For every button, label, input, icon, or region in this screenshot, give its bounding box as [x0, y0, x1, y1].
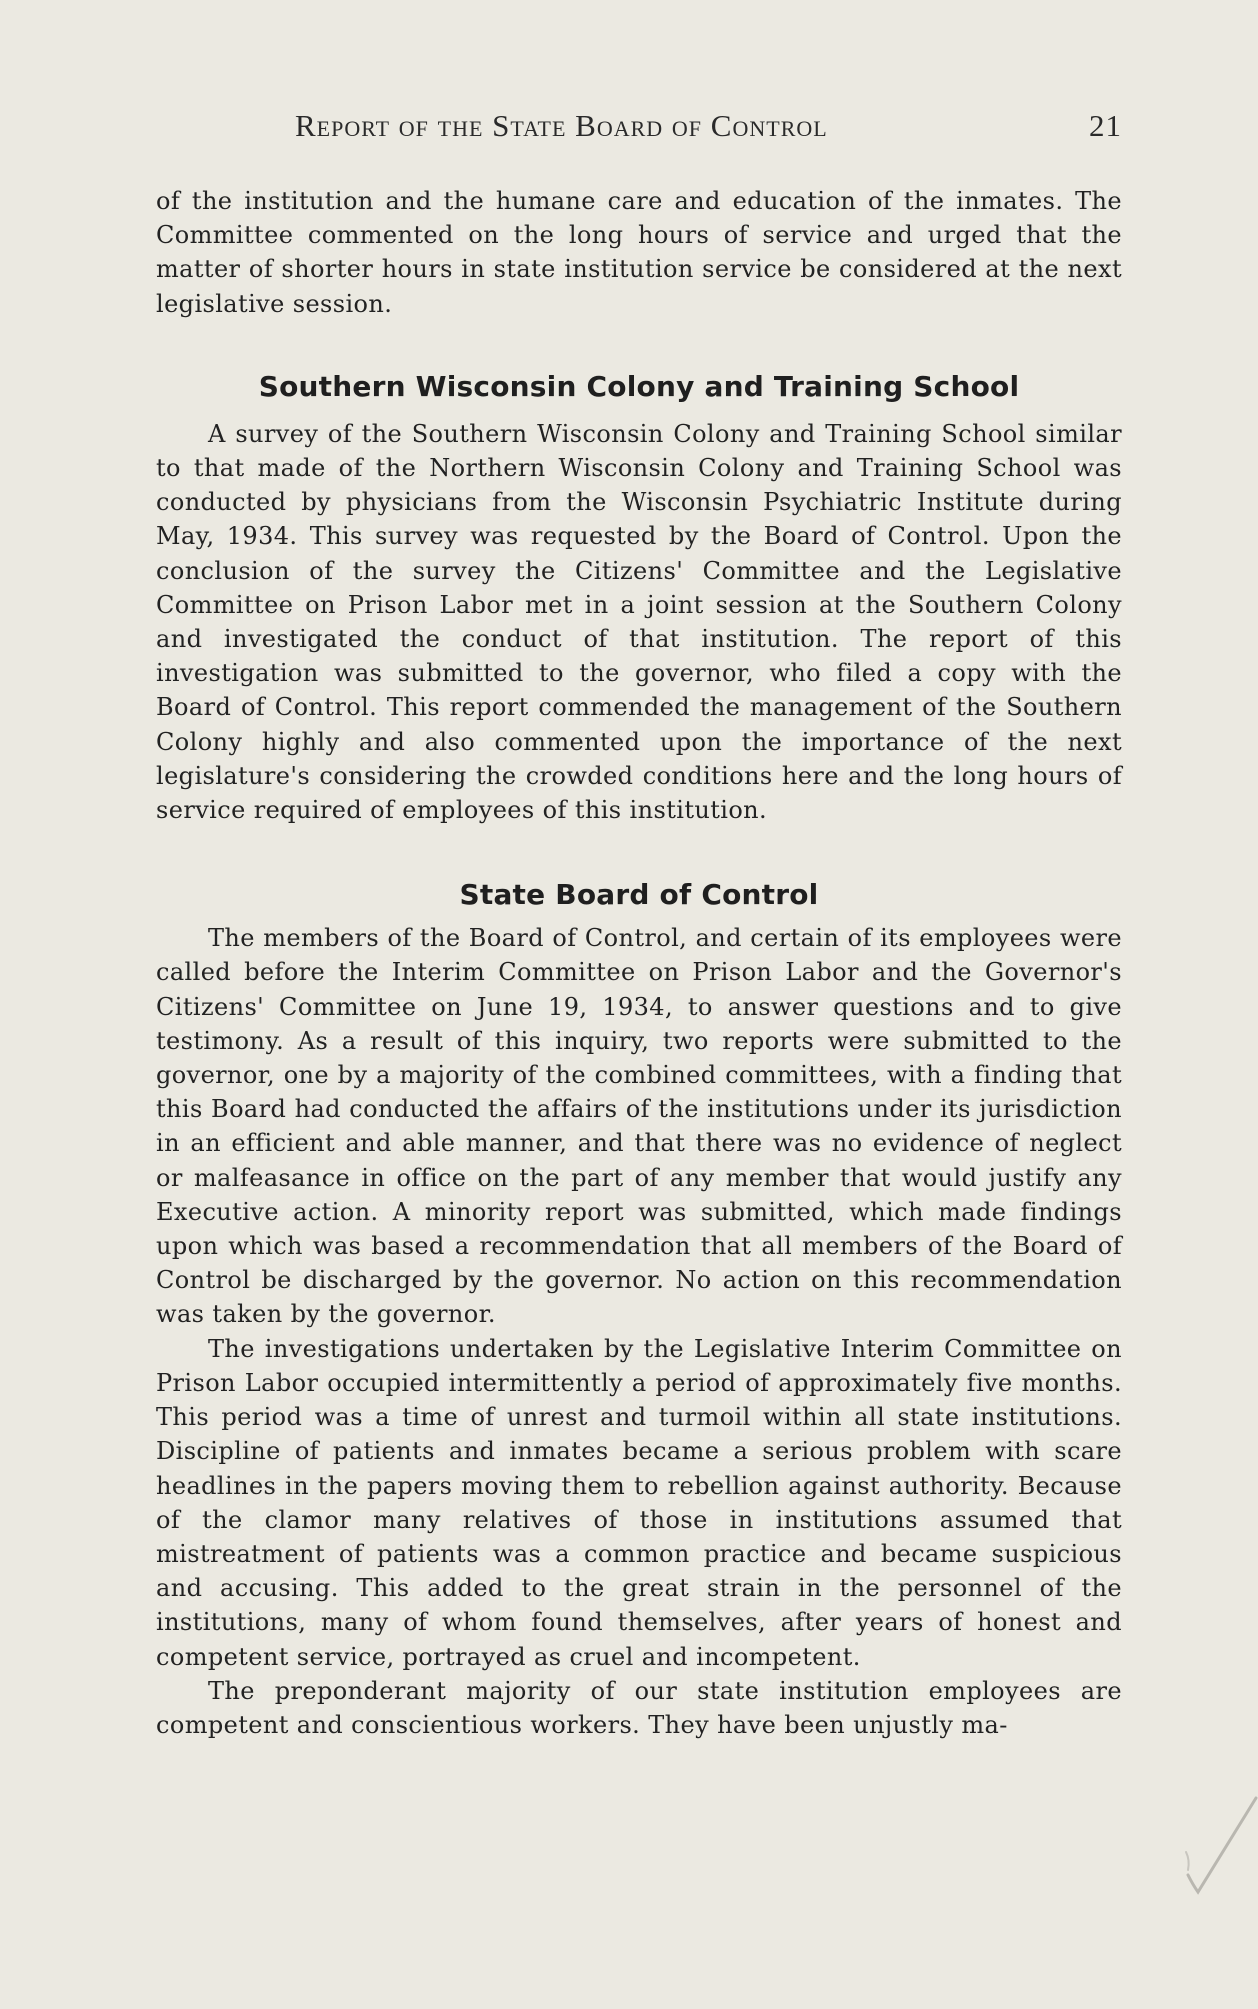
state-board-paragraph-1: The members of the Board of Control, and certain of its employees were called before the Interim Committee on Prison Labor and the Governor's Citizens' Committee on June 19, 1934, to answer questions and to give testimony. As a result of this inquiry, two reports were submitted to the governor, one by a majority of the combined committees, with a finding that this Board had conducted the affairs of the institutions under its jurisdiction in an efficient and able manner, and that there was no evidence of neglect or malfeasance in office on the part of any member that would justify any Executive action. A minority report was submitted, which made findings upon which was based a recommendation that all members of the Board of Control be discharged by the governor. No action on this recommendation was taken by the governor. [156, 924, 1122, 1329]
pencil-mark-icon [1168, 1780, 1258, 1900]
state-board-paragraph-3: The preponderant majority of our state institution employees are competent and conscientious workers. They have been unjustly ma- [156, 1676, 1122, 1739]
page-number: 21 [1089, 108, 1122, 143]
southern-colony-paragraph: A survey of the Southern Wisconsin Colony and Training School similar to that made of the Northern Wisconsin Colony and Training School was conducted by physicians from the Wisconsin Psychiatric Institute during May, 1934. This survey was requested by the Board of Control. Upon the conclusion of the survey the Citizens' Committee and the Legislative Committee on Prison Labor met in a joint session at the Southern Colony and investigated the conduct of that institution. The report of this investigation was submitted to the governor, who filed a copy with the Board of Control. This report commended the management of the Southern Colony highly and also commented upon the importance of the next legislature's considering the crowded conditions here and the long hours of service required of employees of this institution. [156, 419, 1122, 825]
header-title: Report of the State Board of Control [295, 108, 828, 143]
intro-paragraph: of the institution and the humane care and education of the inmates. The Committee commented on the long hours of service and urged that the matter of shorter hours in state institution service be considered at the next legislative session. [156, 187, 1122, 318]
section-heading-state-board: State Board of Control [459, 878, 819, 912]
section-heading-southern-colony: Southern Wisconsin Colony and Training School [258, 369, 1020, 403]
state-board-paragraph-2: The investigations undertaken by the Legislative Interim Committee on Prison Labor occupied intermittently a period of approximately five months. This period was a time of unrest and turmoil within all state institutions. Discipline of patients and inmates became a serious problem with scare headlines in the papers moving them to rebellion against authority. Because of the clamor many relatives of those in institutions assumed that mistreatment of patients was a common practice and became suspicious and accusing. This added to the great strain in the personnel of the institutions, many of whom found themselves, after years of honest and competent service, portrayed as cruel and incompetent. [156, 1334, 1122, 1671]
body-text [156, 184, 1122, 1742]
running-header [295, 108, 1122, 148]
